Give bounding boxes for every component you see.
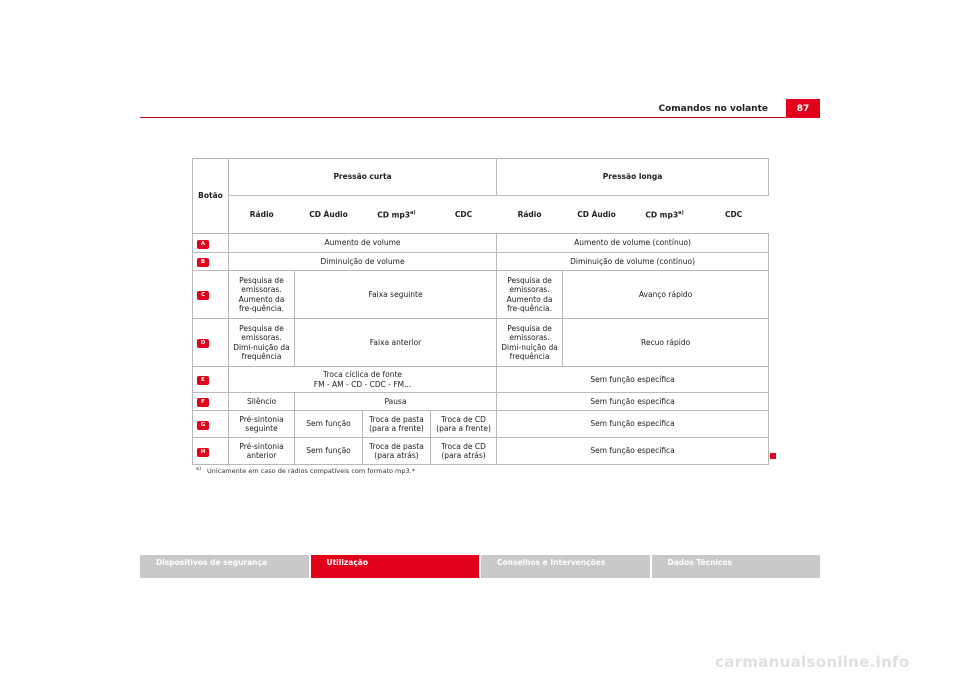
table-row — [193, 411, 769, 438]
col-header-button: Botão — [193, 159, 229, 234]
button-badge-cell — [193, 253, 229, 271]
short-press-cell: Pausa — [295, 393, 497, 411]
short-press-cell: Faixa seguinte — [295, 271, 497, 319]
button-badge: E — [197, 376, 209, 385]
watermark: carmanualsonline.info — [715, 653, 910, 671]
short-press-radio-cell: Pesquisa de emissoras. Dimi-nuição da frequência — [229, 319, 295, 367]
long-press-cell: Avanço rápido — [563, 271, 769, 319]
button-badge: F — [197, 398, 209, 407]
footnote-text: Unicamente em caso de rádios compatíveis com formato mp3.* — [207, 467, 415, 476]
long-press-cell: Aumento de volume (contínuo) — [497, 234, 769, 253]
short-press-cdc-cell: Troca de CD (para a frente) — [431, 411, 497, 438]
nav-tab-dispositivos-de-seguranca[interactable]: Dispositivos de segurança — [140, 555, 309, 578]
short-press-radio-cell: Silêncio — [229, 393, 295, 411]
button-badge: A — [197, 240, 209, 249]
footnote — [196, 466, 415, 475]
button-badge-cell — [193, 438, 229, 465]
sub-header-cd-mp3: CD mp3$^{a)}$ — [377, 209, 416, 220]
footnote-mark: a) — [196, 466, 202, 472]
short-press-cd-audio-cell: Sem função — [295, 411, 363, 438]
table-row — [193, 367, 769, 393]
sub-header-radio: Rádio — [249, 209, 274, 219]
nav-tab-dados-tecnicos[interactable]: Dados Técnicos — [652, 555, 821, 578]
button-badge: C — [197, 291, 209, 300]
short-press-cell: Diminuição de volume — [229, 253, 497, 271]
long-press-cell: Diminuição de volume (contínuo) — [497, 253, 769, 271]
long-press-radio-cell: Pesquisa de emissoras. Aumento da fre-quência. — [497, 271, 563, 319]
button-badge: B — [197, 258, 209, 267]
short-press-cdc-cell: Troca de CD (para atrás) — [431, 438, 497, 465]
sub-header-cd-mp3: CD mp3$^{a)}$ — [645, 209, 684, 220]
table-row — [193, 393, 769, 411]
button-badge-cell — [193, 393, 229, 411]
steering-controls-table — [192, 158, 769, 465]
short-press-line: FM - AM - CD - CDC - FM... — [313, 379, 412, 389]
short-press-cd-mp3-cell: Troca de pasta (para atrás) — [363, 438, 431, 465]
group-header-long-press: Pressão longa — [497, 159, 769, 196]
sub-header-radio: Rádio — [517, 209, 542, 219]
button-badge-cell — [193, 367, 229, 393]
short-press-radio-cell: Pesquisa de emissoras. Aumento da fre-quência. — [229, 271, 295, 319]
button-badge: H — [197, 448, 209, 457]
short-press-cell: Faixa anterior — [295, 319, 497, 367]
button-badge-cell — [193, 271, 229, 319]
page-number: 87 — [786, 99, 820, 118]
sub-header-cdc: CDC — [724, 209, 743, 219]
long-press-cell: Sem função específica — [497, 367, 769, 393]
table-row — [193, 319, 769, 367]
short-press-cell — [229, 367, 497, 393]
short-press-radio-cell: Pré-sintonia anterior — [229, 438, 295, 465]
short-press-line: Troca cíclica de fonte — [323, 370, 403, 380]
nav-tab-utilizacao[interactable]: Utilização — [311, 555, 480, 578]
page-title: Comandos no volante — [658, 104, 768, 114]
table-row — [193, 253, 769, 271]
long-press-cell: Recuo rápido — [563, 319, 769, 367]
long-press-cell: Sem função específica — [497, 438, 769, 465]
short-press-cd-audio-cell: Sem função — [295, 438, 363, 465]
button-badge: G — [197, 421, 209, 430]
long-press-radio-cell: Pesquisa de emissoras. Dimi-nuição da frequência — [497, 319, 563, 367]
long-press-cell: Sem função específica — [497, 411, 769, 438]
sub-header-cdc: CDC — [454, 209, 473, 219]
chapter-nav-bar — [140, 555, 820, 578]
sub-header-cd-audio: CD Áudio — [309, 209, 348, 219]
long-press-cell: Sem função específica — [497, 393, 769, 411]
table-row — [193, 271, 769, 319]
header-divider — [140, 117, 820, 118]
table-row — [193, 438, 769, 465]
table-row — [193, 234, 769, 253]
group-header-short-press: Pressão curta — [229, 159, 497, 196]
short-press-cd-mp3-cell: Troca de pasta (para a frente) — [363, 411, 431, 438]
button-badge-cell — [193, 319, 229, 367]
short-press-cell: Aumento de volume — [229, 234, 497, 253]
nav-tab-conselhos-e-intervencoes[interactable]: Conselhos e Intervenções — [481, 555, 650, 578]
button-badge: D — [197, 339, 209, 348]
short-press-radio-cell: Pré-sintonia seguinte — [229, 411, 295, 438]
button-badge-cell — [193, 234, 229, 253]
section-end-marker — [770, 453, 776, 459]
sub-header-cd-audio: CD Áudio — [577, 209, 616, 219]
button-badge-cell — [193, 411, 229, 438]
